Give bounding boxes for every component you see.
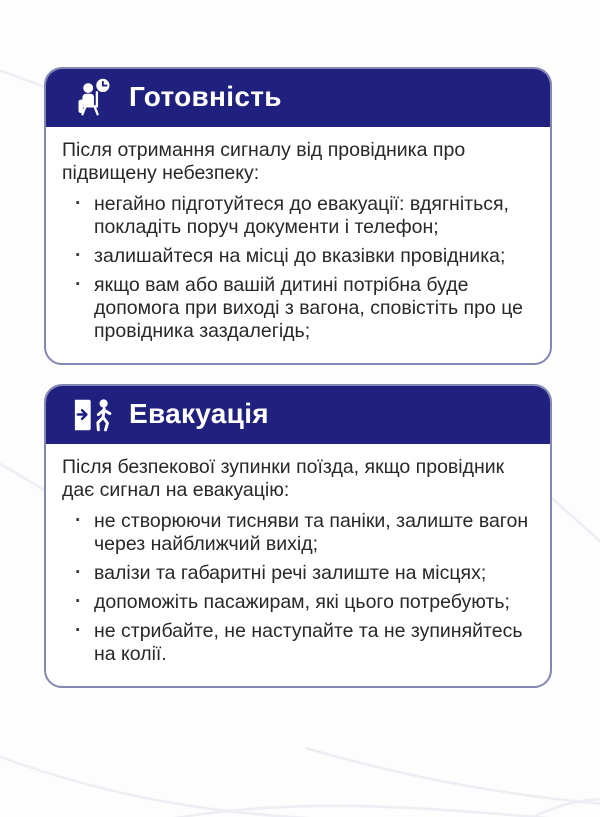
bullet-item: · не створюючи тисняви та паніки, залиште вагон через найближчий вихід; xyxy=(62,510,540,556)
infographic xyxy=(0,67,600,688)
bullet-item: · залишайтеся на місці до вказівки провідника; xyxy=(62,245,540,268)
bullet-item: · валізи та габаритні речі залиште на місцях; xyxy=(62,562,540,585)
evacuation-card-title: Евакуація xyxy=(129,398,269,429)
bullet-item: · не стрибайте, не наступайте та не зупиняйтесь на колії. xyxy=(62,620,540,666)
readiness-card-header xyxy=(46,69,550,127)
bullet-item: · допоможіть пасажирам, які цього потребують; xyxy=(62,591,540,614)
evacuation-bullet-list xyxy=(62,510,540,666)
bullet-item: · негайно підготуйтеся до евакуації: вдягніться, покладіть поруч документи і телефон; xyxy=(62,193,540,239)
evacuation-card-body xyxy=(46,444,550,686)
evacuation-card xyxy=(44,384,552,688)
readiness-bullet-list xyxy=(62,193,540,343)
bullet-item: · якщо вам або вашій дитині потрібна буде допомога при виході з вагона, сповістіть про це провідника заздалегідь; xyxy=(62,274,540,343)
evacuation-card-header xyxy=(46,386,550,444)
evacuation-intro: Після безпекової зупинки поїзда, якщо провідник дає сигнал на евакуацію: xyxy=(62,456,505,501)
readiness-card xyxy=(44,67,552,365)
readiness-card-title: Готовність xyxy=(129,81,282,112)
seated-passenger-clock-icon xyxy=(72,75,118,121)
readiness-intro: Після отримання сигналу від провідника про підвищену небезпеку: xyxy=(62,139,466,184)
readiness-card-body xyxy=(46,127,550,363)
exit-door-running-person-icon xyxy=(72,392,118,438)
